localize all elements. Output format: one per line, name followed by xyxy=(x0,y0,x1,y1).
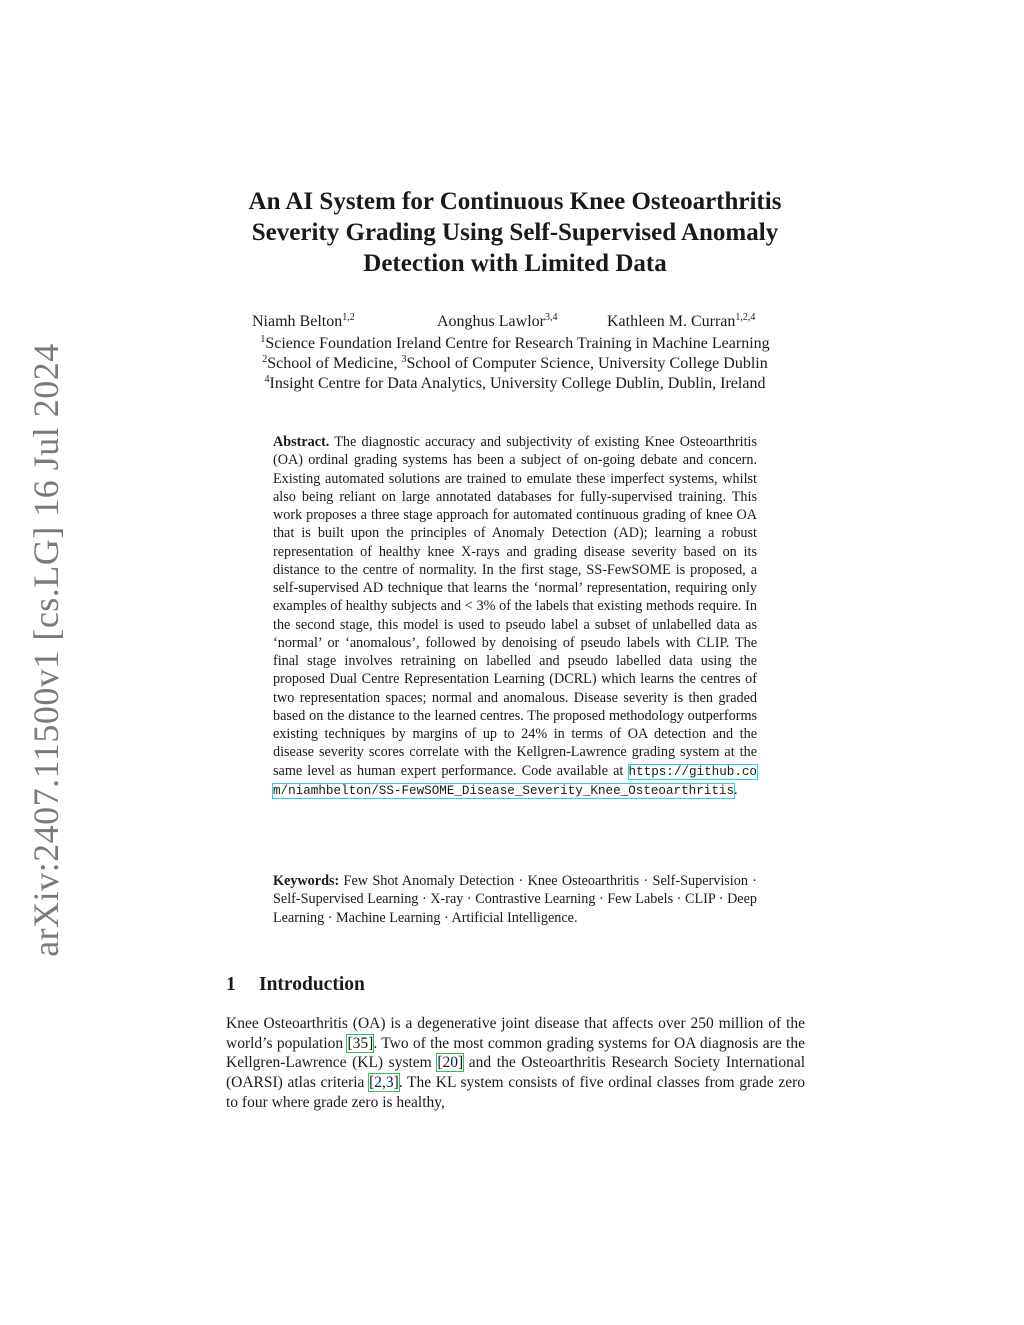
section-heading-introduction xyxy=(226,974,365,996)
abstract-body: The diagnostic accuracy and subjectivity of existing Knee Osteoarthritis (OA) ordinal grading systems has been a subject of on-going debate and concern. Existing automated solutions are trained to emulate these imperfect systems, whilst also being reliant on large annotated databases for fully-supervised training. This work proposes a three stage approach for automated continuous grading of knee OA that is built upon the principles of Anomaly Detection (AD); learning a robust representation of healthy knee X-rays and grading disease severity based on its distance to the centre of normality. In the first stage, SS-FewSOME is proposed, a self-supervised AD technique that learns the ‘normal’ representation, requiring only examples of healthy subjects and < 3% of the labels that existing methods require. In the second stage, this model is used to pseudo label a subset of unlabelled data as ‘normal’ or ‘anomalous’, followed by denoising of pseudo labels with CLIP. The final stage involves retraining on labelled and pseudo labelled data using the proposed Dual Centre Representation Learning (DCRL) which learns the centres of two representation spaces; normal and anomalous. Disease severity is then graded based on the distance to the learned centres. The proposed methodology outperforms existing techniques by margins of up to 24% in terms of OA detection and the disease severity scores correlate with the Kellgren-Lawrence grading system at the same level as human expert performance. Code available at xyxy=(273,434,757,779)
author-lawlor xyxy=(437,312,557,332)
keywords-label: Keywords: xyxy=(273,873,340,889)
keywords-list: Few Shot Anomaly Detection · Knee Osteoarthritis · Self-Supervision · Self-Supervised Learning · X-ray · Contrastive Learning · Few Labels · CLIP · Deep Learning · Machine Learning · Artificial Intelligence. xyxy=(273,873,757,926)
code-link[interactable]: https://github.com/niamhbelton/SS-FewSOME_Disease_Severity_Knee_Osteoarthritis xyxy=(273,764,757,798)
paper-title xyxy=(215,186,815,279)
author-name: Kathleen M. Curran xyxy=(607,313,736,330)
section-title: Introduction xyxy=(259,974,365,995)
title-line: An AI System for Continuous Knee Osteoarthritis xyxy=(248,188,782,215)
abstract: Abstract. The diagnostic accuracy and subjectivity of existing Knee Osteoarthritis (OA) ordinal grading systems has been a subject of on-going debate and concern. Existing automated solutions are trained to emulate these imperfect systems, whilst also being reliant on large annotated databases for fully-supervised training. This work proposes a three stage approach for automated continuous grading of knee OA that is built upon the principles of Anomaly Detection (AD); learning a robust representation of healthy knee X-rays and grading disease severity based on its distance to the centre of normality. In the first stage, SS-FewSOME is proposed, a self-supervised AD technique that learns the ‘normal’ representation, requiring only examples of healthy subjects and < 3% of the labels that existing methods require. In the second stage, this model is used to pseudo label a subset of unlabelled data as ‘normal’ or ‘anomalous’, followed by denoising of pseudo labels with CLIP. The final stage involves retraining on labelled and pseudo labelled data using the proposed Dual Centre Representation Learning (DCRL) which learns the centres of two representation spaces; normal and anomalous. Disease severity is then graded based on the distance to the learned centres. The proposed methodology outperforms existing techniques by margins of up to 24% in terms of OA detection and the disease severity scores correlate with the Kellgren-Lawrence grading system at the same level as human expert performance. Code available at https://github.com/niamhbelton/SS-FewSOME_Disease_Severity_Knee_Osteoarthritis. xyxy=(273,434,757,798)
title-line: Severity Grading Using Self-Supervised Anomaly xyxy=(251,219,779,246)
introduction-paragraph: Knee Osteoarthritis (OA) is a degenerative joint disease that affects over 250 million of the world’s population [35]. Two of the most common grading systems for OA diagnosis are the Kellgren-Lawrence (KL) system [20] and the Osteoarthritis Research Society International (OARSI) atlas criteria [2,3]. The KL system consists of five ordinal classes from grade zero to four where grade zero is healthy, xyxy=(226,1015,806,1111)
citation-link[interactable]: [2,3] xyxy=(369,1074,399,1092)
title-line: Detection with Limited Data xyxy=(363,250,667,277)
author-belton xyxy=(252,312,355,332)
author-curran xyxy=(607,312,755,332)
author-list xyxy=(215,312,815,334)
author-affiliation-marker: 1,2,4 xyxy=(735,312,756,323)
author-affiliation-marker: 3,4 xyxy=(544,312,558,323)
affiliation-4: $^4$Insight Centre for Data Analytics, University College Dublin, Dublin, Ireland xyxy=(264,374,766,392)
author-name: Niamh Belton xyxy=(252,313,343,330)
author-affiliation-marker: 1,2 xyxy=(342,312,355,323)
citation-link[interactable]: [35] xyxy=(347,1034,374,1052)
affiliation-1: $^1$Science Foundation Ireland Centre for Research Training in Machine Learning xyxy=(260,334,770,352)
arxiv-identifier: arXiv:2407.11500v1 [cs.LG] 16 Jul 2024 xyxy=(26,343,66,957)
author-name: Aonghus Lawlor xyxy=(437,313,545,330)
keywords xyxy=(273,872,757,927)
section-number: 1 xyxy=(226,974,236,995)
author-block xyxy=(215,312,815,394)
affiliation-2-3: $^2$School of Medicine, $^3$School of Computer Science, University College Dublin xyxy=(262,354,768,372)
abstract-label: Abstract. xyxy=(273,434,330,450)
citation-link[interactable]: [20] xyxy=(437,1054,464,1072)
